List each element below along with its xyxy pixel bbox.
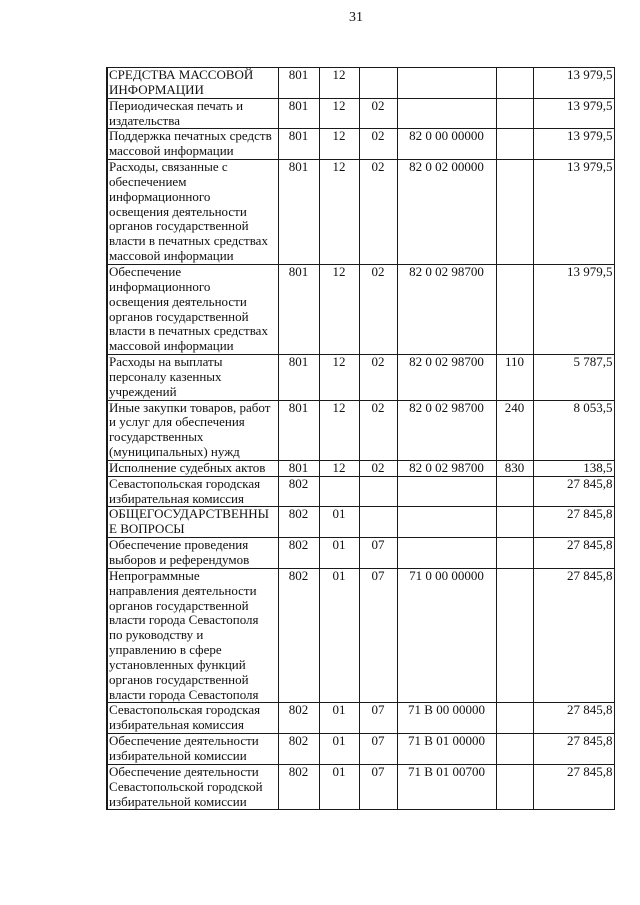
name-cell — [107, 568, 278, 703]
department-code: 801 — [278, 264, 319, 354]
amount: 13 979,5 — [533, 98, 614, 129]
name-cell — [107, 538, 278, 569]
target-article-code: 82 0 00 00000 — [397, 129, 496, 160]
row-name: ОБЩЕГОСУДАРСТВЕННЫЕ ВОПРОСЫ — [109, 506, 270, 537]
name-cell — [107, 703, 278, 734]
subsection-code: 07 — [359, 734, 397, 765]
subsection-code: 02 — [359, 355, 397, 401]
section-code: 01 — [319, 507, 359, 538]
department-code: 802 — [278, 568, 319, 703]
name-cell — [107, 98, 278, 129]
section-code: 01 — [319, 703, 359, 734]
expense-type-code: 830 — [496, 460, 533, 476]
name-cell — [107, 400, 278, 460]
table-row — [107, 460, 614, 476]
row-name: Непрограммные направления деятельности органов государственной власти города Севастополя по руководству и управлению в сфере установленных функций органов государственной власти города Севастополя — [109, 568, 259, 702]
subsection-code — [359, 476, 397, 507]
subsection-code — [359, 68, 397, 99]
name-cell — [107, 460, 278, 476]
row-name: Расходы на выплаты персоналу казенных учреждений — [109, 354, 223, 399]
expense-type-code — [496, 734, 533, 765]
table-row — [107, 400, 614, 460]
name-cell — [107, 68, 278, 99]
subsection-code: 02 — [359, 129, 397, 160]
row-name: Севастопольская городская избирательная комиссия — [109, 702, 261, 733]
target-article-code: 71 0 00 00000 — [397, 568, 496, 703]
expense-type-code — [496, 129, 533, 160]
target-article-code: 71 В 01 00700 — [397, 764, 496, 810]
section-code: 12 — [319, 98, 359, 129]
row-name: Обеспечение деятельности Севастопольской городской избирательной комиссии — [109, 764, 263, 809]
row-name: Иные закупки товаров, работ и услуг для обеспечения государственных (муниципальных) нужд — [109, 400, 271, 460]
name-cell — [107, 264, 278, 354]
department-code: 802 — [278, 507, 319, 538]
section-code: 12 — [319, 460, 359, 476]
department-code: 802 — [278, 476, 319, 507]
row-name: Севастопольская городская избирательная комиссия — [109, 476, 261, 506]
target-article-code: 82 0 02 98700 — [397, 355, 496, 401]
amount: 27 845,8 — [533, 703, 614, 734]
target-article-code — [397, 538, 496, 569]
table-row — [107, 264, 614, 354]
target-article-code: 71 В 00 00000 — [397, 703, 496, 734]
amount: 27 845,8 — [533, 764, 614, 810]
department-code: 801 — [278, 68, 319, 99]
row-name: Обеспечение информационного освещения деятельности органов государственной власти в печатных средствах массовой информации — [109, 264, 268, 354]
section-code: 12 — [319, 264, 359, 354]
budget-table-body — [107, 68, 614, 810]
section-code: 12 — [319, 129, 359, 160]
department-code: 801 — [278, 160, 319, 265]
expense-type-code — [496, 264, 533, 354]
department-code: 801 — [278, 129, 319, 160]
department-code: 802 — [278, 764, 319, 810]
table-row — [107, 129, 614, 160]
row-name: Обеспечение проведения выборов и референдумов — [109, 537, 250, 567]
amount: 27 845,8 — [533, 507, 614, 538]
name-cell — [107, 355, 278, 401]
section-code: 12 — [319, 355, 359, 401]
amount: 8 053,5 — [533, 400, 614, 460]
name-cell — [107, 129, 278, 160]
page-number: 31 — [349, 10, 363, 25]
target-article-code — [397, 98, 496, 129]
department-code: 801 — [278, 98, 319, 129]
table-row — [107, 568, 614, 703]
section-code: 01 — [319, 764, 359, 810]
department-code: 801 — [278, 460, 319, 476]
expense-type-code — [496, 476, 533, 507]
target-article-code — [397, 476, 496, 507]
expense-type-code — [496, 160, 533, 265]
table-row — [107, 98, 614, 129]
expense-type-code — [496, 507, 533, 538]
target-article-code — [397, 68, 496, 99]
subsection-code: 07 — [359, 538, 397, 569]
expense-type-code: 110 — [496, 355, 533, 401]
subsection-code: 07 — [359, 703, 397, 734]
table-row — [107, 68, 614, 99]
amount: 13 979,5 — [533, 160, 614, 265]
section-code: 12 — [319, 400, 359, 460]
table-row — [107, 355, 614, 401]
section-code: 01 — [319, 538, 359, 569]
table-row — [107, 734, 614, 765]
expense-type-code — [496, 568, 533, 703]
amount: 27 845,8 — [533, 538, 614, 569]
expense-type-code — [496, 538, 533, 569]
subsection-code: 07 — [359, 764, 397, 810]
department-code: 802 — [278, 734, 319, 765]
target-article-code — [397, 507, 496, 538]
amount: 13 979,5 — [533, 264, 614, 354]
amount: 27 845,8 — [533, 734, 614, 765]
row-name: СРЕДСТВА МАССОВОЙ ИНФОРМАЦИИ — [109, 67, 254, 97]
expense-type-code — [496, 98, 533, 129]
name-cell — [107, 160, 278, 265]
row-name: Поддержка печатных средств массовой информации — [109, 128, 272, 159]
amount: 27 845,8 — [533, 568, 614, 703]
expense-type-code: 240 — [496, 400, 533, 460]
name-cell — [107, 734, 278, 765]
subsection-code: 02 — [359, 400, 397, 460]
table-row — [107, 764, 614, 810]
expense-type-code — [496, 703, 533, 734]
department-code: 801 — [278, 400, 319, 460]
subsection-code: 02 — [359, 160, 397, 265]
row-name: Обеспечение деятельности избирательной комиссии — [109, 733, 259, 763]
amount: 27 845,8 — [533, 476, 614, 507]
department-code: 801 — [278, 355, 319, 401]
subsection-code: 07 — [359, 568, 397, 703]
name-cell — [107, 764, 278, 810]
target-article-code: 82 0 02 98700 — [397, 460, 496, 476]
target-article-code: 82 0 02 98700 — [397, 400, 496, 460]
target-article-code: 71 В 01 00000 — [397, 734, 496, 765]
amount: 13 979,5 — [533, 68, 614, 99]
amount: 5 787,5 — [533, 355, 614, 401]
subsection-code: 02 — [359, 98, 397, 129]
subsection-code: 02 — [359, 460, 397, 476]
department-code: 802 — [278, 538, 319, 569]
target-article-code: 82 0 02 98700 — [397, 264, 496, 354]
row-name: Исполнение судебных актов — [109, 460, 266, 475]
table-row — [107, 507, 614, 538]
budget-table — [106, 67, 615, 810]
table-row — [107, 538, 614, 569]
expense-type-code — [496, 68, 533, 99]
section-code: 01 — [319, 734, 359, 765]
section-code — [319, 476, 359, 507]
subsection-code: 02 — [359, 264, 397, 354]
subsection-code — [359, 507, 397, 538]
department-code: 802 — [278, 703, 319, 734]
section-code: 12 — [319, 160, 359, 265]
table-row — [107, 703, 614, 734]
expense-type-code — [496, 764, 533, 810]
amount: 138,5 — [533, 460, 614, 476]
amount: 13 979,5 — [533, 129, 614, 160]
name-cell — [107, 507, 278, 538]
table-row — [107, 160, 614, 265]
table-row — [107, 476, 614, 507]
row-name: Периодическая печать и издательства — [109, 98, 244, 128]
name-cell — [107, 476, 278, 507]
row-name: Расходы, связанные с обеспечением информационного освещения деятельности органов государственной власти в печатных средствах массовой информации — [109, 159, 268, 264]
section-code: 01 — [319, 568, 359, 703]
target-article-code: 82 0 02 00000 — [397, 160, 496, 265]
section-code: 12 — [319, 68, 359, 99]
